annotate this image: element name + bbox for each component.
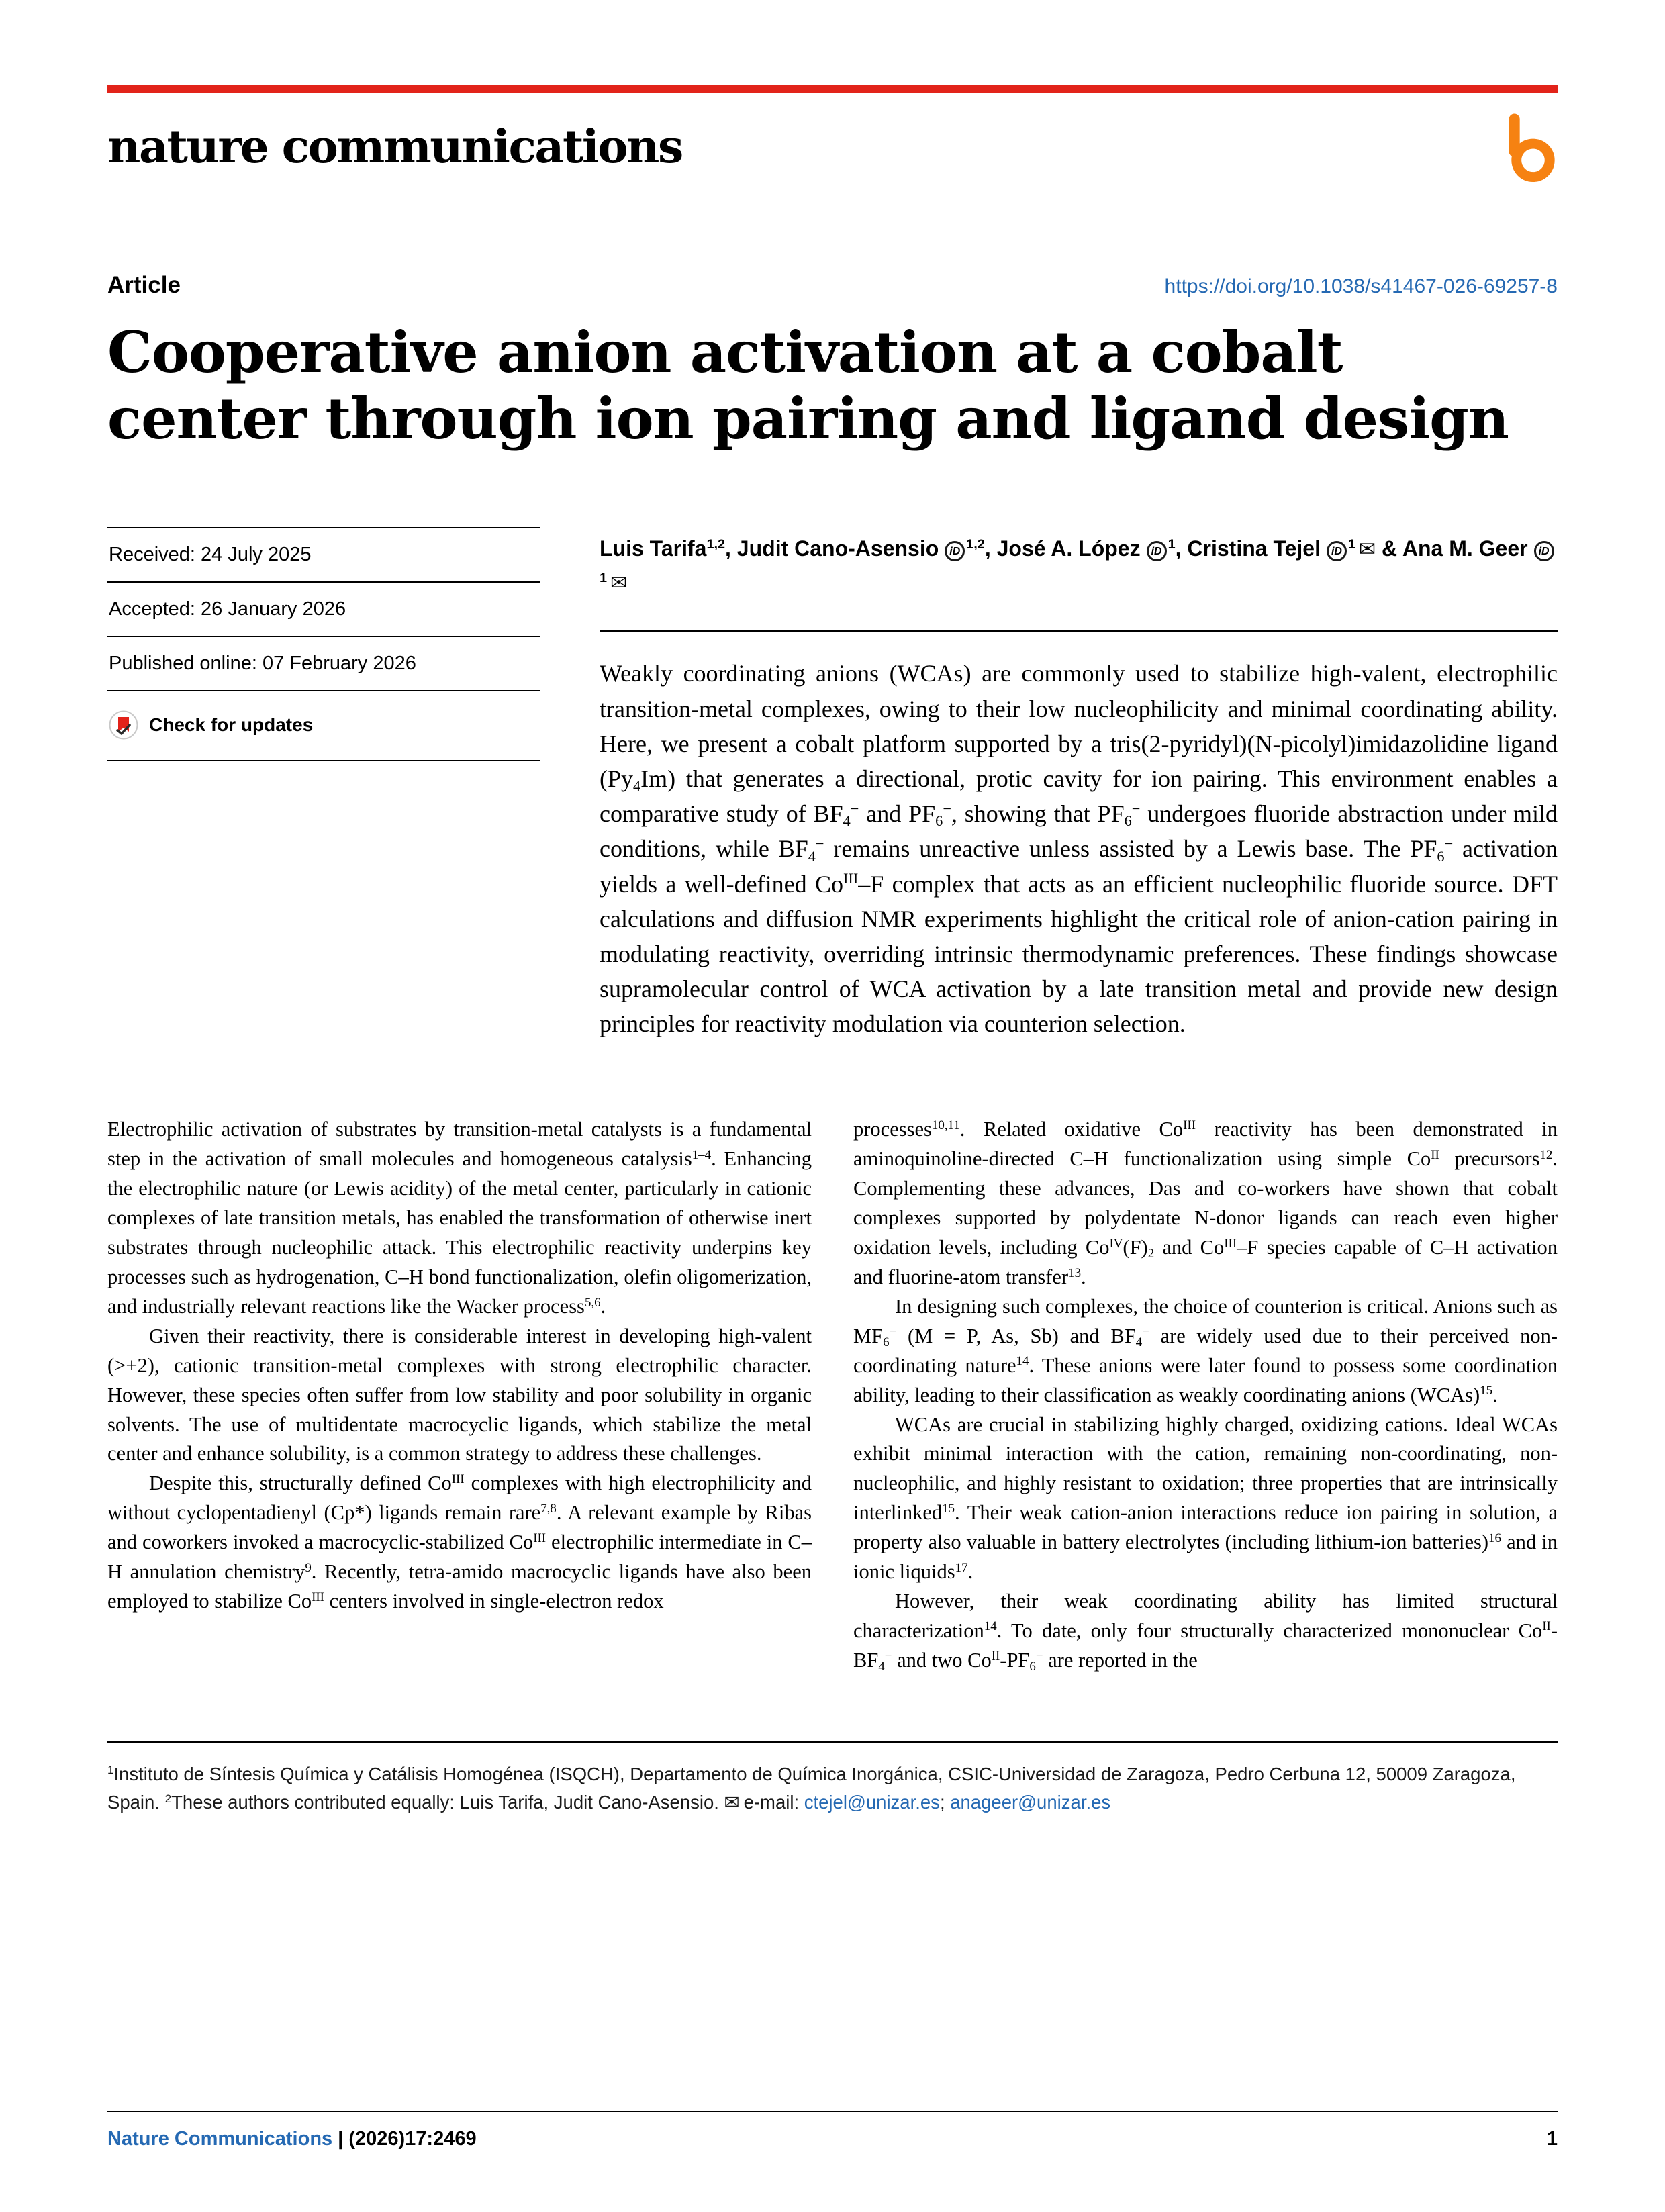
page-number: 1 bbox=[1546, 2128, 1558, 2150]
check-updates-badge[interactable] bbox=[107, 691, 540, 761]
body-paragraph: WCAs are crucial in stabilizing highly charged, oxidizing cations. Ideal WCAs exhibit minimal interaction with the cation, remaining non-coordinating, non-nucleophilic, and highly resistant to oxidation; three properties that are intrinsically interlinked$^{15}$. Their weak cation-anion interactions reduce ion pairing in solution, a property also valuable in battery electrolytes (including lithium-ion batteries)$^{16}$ and in ionic liquids$^{17}$. bbox=[853, 1412, 1558, 1584]
email-icon[interactable]: ✉ bbox=[610, 571, 628, 594]
masthead bbox=[107, 109, 1558, 197]
orcid-icon[interactable]: iD bbox=[1327, 541, 1347, 561]
open-access-icon bbox=[1505, 112, 1558, 182]
crossmark-icon bbox=[109, 710, 138, 740]
author-affiliation-sup: 1,2 bbox=[966, 537, 985, 552]
abstract-section bbox=[600, 630, 1558, 1041]
author bbox=[737, 536, 997, 561]
author-affiliation-sup: 1 bbox=[600, 570, 608, 585]
author-affiliation-sup: 1 bbox=[1347, 537, 1356, 552]
orcid-icon[interactable]: iD bbox=[945, 541, 965, 561]
published-row bbox=[107, 637, 540, 691]
author-name: Ana M. Geer bbox=[1402, 536, 1528, 561]
author bbox=[1187, 536, 1402, 561]
footer-citation-text: | (2026)17:2469 bbox=[338, 2128, 477, 2150]
author-name: Cristina Tejel bbox=[1187, 536, 1321, 561]
footer-journal-name: Nature Communications bbox=[107, 2128, 333, 2150]
accepted-label: Accepted: bbox=[109, 598, 195, 620]
body-paragraph: However, their weak coordinating ability has limited structural characterization$^{14}$. To date, only four structurally characterized mononuclear $Co^{II}-BF_4^-$ and two $Co^{II}-PF_6^-$ are reported in the bbox=[853, 1589, 1558, 1674]
article-body bbox=[107, 1115, 1558, 1675]
authors-and-abstract bbox=[600, 527, 1558, 1041]
orcid-icon[interactable]: iD bbox=[1147, 541, 1167, 561]
received-row bbox=[107, 527, 540, 583]
article-type-label: Article bbox=[107, 272, 181, 298]
check-updates-label: Check for updates bbox=[149, 714, 314, 736]
brand-bar bbox=[107, 85, 1558, 93]
page-footer bbox=[107, 2111, 1558, 2150]
published-value: 07 February 2026 bbox=[262, 653, 416, 675]
footer-citation bbox=[107, 2128, 477, 2150]
author-separator: , bbox=[984, 536, 997, 561]
body-paragraph: Despite this, structurally defined $Co^{III}$ complexes with high electrophilicity and without cyclopentadienyl (Cp*) ligands remain rare$^{7,8}$. A relevant example by Ribas and coworkers invoked a macrocyclic-stabilized $Co^{III}$ electrophilic intermediate in C–H annulation chemistry$^9$. Recently, tetra-amido macrocyclic ligands have also been employed to stabilize $Co^{III}$ centers involved in single-electron redox bbox=[107, 1472, 812, 1613]
accepted-row bbox=[107, 583, 540, 637]
accepted-value: 26 January 2026 bbox=[201, 598, 346, 620]
journal-logo: nature communications bbox=[107, 120, 682, 174]
author bbox=[997, 536, 1188, 561]
body-paragraph: Electrophilic activation of substrates by transition-metal catalysts is a fundamental step in the activation of small molecules and homogeneous catalysis$^{1-4}$. Enhancing the electrophilic nature (or Lewis acidity) of the metal center, particularly in cationic complexes of late transition metals, has enabled the transformation of otherwise inert substrates through nucleophilic attack. This electrophilic reactivity underpins key processes such as hydrogenation, C–H bond functionalization, olefin oligomerization, and industrially relevant reactions like the Wacker process$^{5,6}$. bbox=[107, 1118, 812, 1318]
author-affiliation-sup: 1 bbox=[1168, 537, 1176, 552]
article-title: Cooperative anion activation at a cobalt center through ion pairing and ligand design bbox=[107, 319, 1509, 452]
authors-line bbox=[600, 527, 1558, 599]
email-link-anageer[interactable]: anageer@unizar.es bbox=[950, 1792, 1111, 1813]
author-affiliation-sup: 1,2 bbox=[706, 537, 726, 552]
author-name: Luis Tarifa bbox=[600, 536, 707, 561]
abstract-text: Weakly coordinating anions (WCAs) are commonly used to stabilize high-valent, electrophilic transition-metal complexes, owing to their low nucleophilicity and minimal coordinating ability. Here, we present a cobalt platform supported by a tris(2-pyridyl)(N-picolyl)imidazolidine ligand $(Py_4Im)$ that generates a directional, protic cavity for ion pairing. This environment enables a comparative study of $BF_4^-$ and $PF_6^-$, showing that $PF_6^-$ undergoes fluoride abstraction under mild conditions, while $BF_4^-$ remains unreactive unless assisted by a Lewis base. The $PF_6^-$ activation yields a well-defined $Co^{III}-F$ complex that acts as an efficient nucleophilic fluoride source. DFT calculations and diffusion NMR experiments highlight the critical role of anion-cation pairing in modulating reactivity, overriding intrinsic thermodynamic preferences. These findings showcase supramolecular control of WCA activation by a late transition metal and provide new design principles for reactivity modulation via counterion selection. bbox=[600, 660, 1558, 1038]
published-label: Published online: bbox=[109, 653, 257, 675]
author-separator: , bbox=[1175, 536, 1188, 561]
author-separator: & bbox=[1376, 536, 1402, 561]
author-name: José A. López bbox=[996, 536, 1141, 561]
author-name: Judit Cano-Asensio bbox=[736, 536, 939, 561]
dates-panel bbox=[107, 527, 540, 1041]
doi-link[interactable]: https://doi.org/10.1038/s41467-026-69257-8 bbox=[1164, 275, 1558, 297]
orcid-icon[interactable]: iD bbox=[1534, 541, 1554, 561]
email-icon[interactable]: ✉ bbox=[1359, 538, 1376, 561]
email-link-ctejel[interactable]: ctejel@unizar.es bbox=[804, 1792, 940, 1813]
info-section bbox=[107, 527, 1558, 1041]
author-separator: , bbox=[725, 536, 737, 561]
article-header-row bbox=[107, 272, 1558, 299]
body-paragraph: processes$^{10,11}$. Related oxidative $Co^{III}$ reactivity has been demonstrated in aminoquinoline-directed C–H functionalization using simple $Co^{II}$ precursors$^{12}$. Complementing these advances, Das and co-workers have shown that cobalt complexes supported by polydentate N-donor ligands can reach even higher oxidation levels, including $Co^{IV}(F)_2$ and $Co^{III}-F$ species capable of C–H activation and fluorine-atom transfer$^{13}$. bbox=[853, 1118, 1558, 1288]
body-column-left bbox=[107, 1115, 812, 1675]
received-value: 24 July 2025 bbox=[201, 544, 312, 566]
author bbox=[600, 536, 737, 561]
body-paragraph: In designing such complexes, the choice of counterion is critical. Anions such as $MF_6^-$ (M = P, As, Sb) and $BF_4^-$ are widely used due to their perceived non-coordinating nature$^{14}$. These anions were later found to possess some coordination ability, leading to their classification as weakly coordinating anions (WCAs)$^{15}$. bbox=[853, 1294, 1558, 1406]
body-paragraph: Given their reactivity, there is considerable interest in developing high-valent (>+2), cationic transition-metal complexes with strong electrophilic character. However, these species often suffer from low stability and poor solubility in organic solvents. The use of multidentate macrocyclic ligands, which stabilize the metal center and enhance solubility, is a common strategy to address these challenges. bbox=[107, 1324, 812, 1465]
affiliations-footnote: $^1$Instituto de Síntesis Química y Catálisis Homogénea (ISQCH), Departamento de Química Inorgánica, CSIC-Universidad de Zaragoza, Pedro Cerbuna 12, 50009 Zaragoza, Spain. $^2$These authors contributed equally: Luis Tarifa, Judit Cano-Asensio. ✉ e-mail: ctejel@unizar.es; anageer@unizar.es bbox=[107, 1741, 1558, 1817]
email-icon: ✉ bbox=[724, 1792, 740, 1813]
received-label: Received: bbox=[109, 544, 195, 566]
body-column-right bbox=[853, 1115, 1558, 1675]
